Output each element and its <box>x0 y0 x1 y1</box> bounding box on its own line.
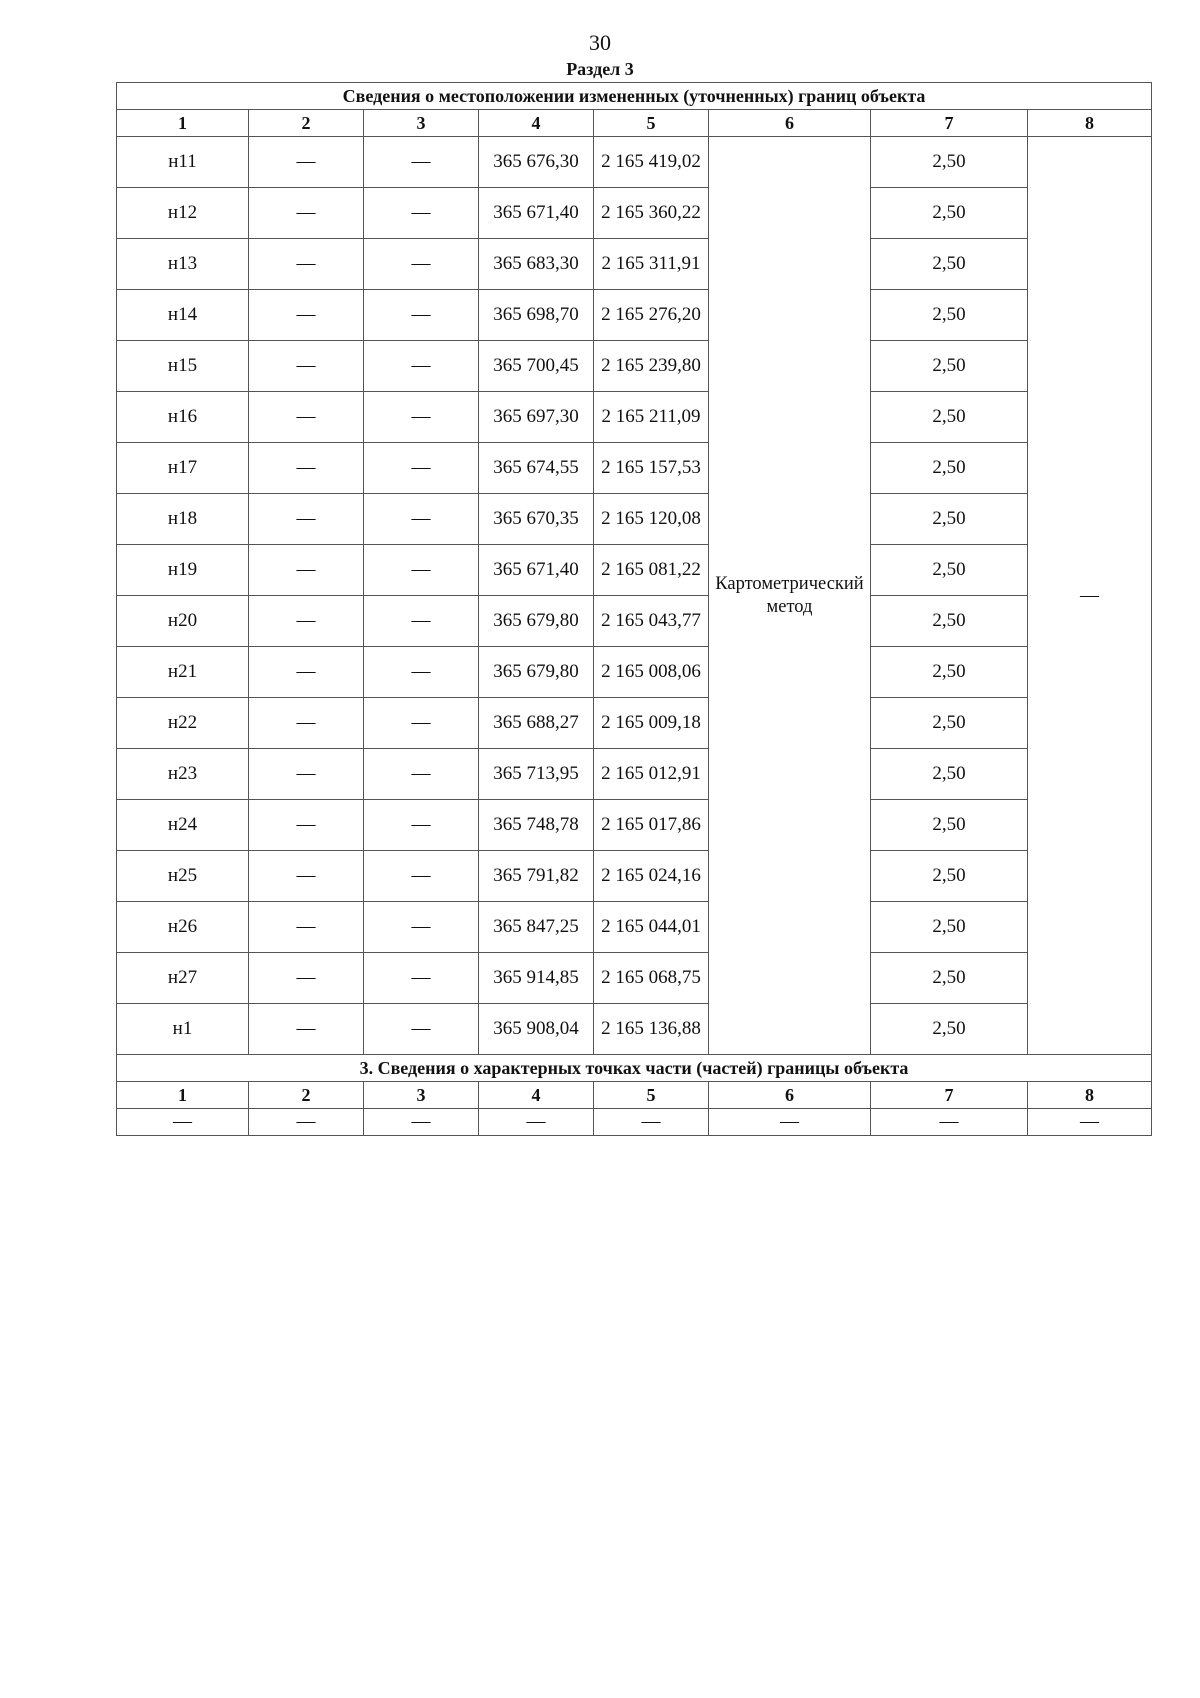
table1-col-number: 4 <box>479 110 594 137</box>
x-coordinate-cell: 365 791,82 <box>479 851 594 902</box>
table-row <box>117 647 1152 698</box>
table2-cell: — <box>1028 1109 1152 1136</box>
col3-cell: — <box>364 800 479 851</box>
accuracy-cell: 2,50 <box>871 851 1028 902</box>
accuracy-cell: 2,50 <box>871 392 1028 443</box>
y-coordinate-cell: 2 165 017,86 <box>594 800 709 851</box>
table2-col-number: 8 <box>1028 1082 1152 1109</box>
boundary-table <box>116 82 1152 1136</box>
accuracy-cell: 2,50 <box>871 698 1028 749</box>
x-coordinate-cell: 365 671,40 <box>479 188 594 239</box>
point-name-cell: н12 <box>117 188 249 239</box>
accuracy-cell: 2,50 <box>871 443 1028 494</box>
col2-cell: — <box>249 443 364 494</box>
accuracy-cell: 2,50 <box>871 596 1028 647</box>
point-name-cell: н22 <box>117 698 249 749</box>
x-coordinate-cell: 365 700,45 <box>479 341 594 392</box>
y-coordinate-cell: 2 165 311,91 <box>594 239 709 290</box>
table1-col-number: 3 <box>364 110 479 137</box>
point-name-cell: н24 <box>117 800 249 851</box>
x-coordinate-cell: 365 914,85 <box>479 953 594 1004</box>
accuracy-cell: 2,50 <box>871 953 1028 1004</box>
table-row <box>117 800 1152 851</box>
y-coordinate-cell: 2 165 419,02 <box>594 137 709 188</box>
col3-cell: — <box>364 290 479 341</box>
table1-column-numbers <box>117 110 1152 137</box>
x-coordinate-cell: 365 688,27 <box>479 698 594 749</box>
point-name-cell: н13 <box>117 239 249 290</box>
point-name-cell: н21 <box>117 647 249 698</box>
table-row <box>117 902 1152 953</box>
col3-cell: — <box>364 545 479 596</box>
col2-cell: — <box>249 341 364 392</box>
x-coordinate-cell: 365 670,35 <box>479 494 594 545</box>
col2-cell: — <box>249 800 364 851</box>
table2-cell: — <box>871 1109 1028 1136</box>
col3-cell: — <box>364 341 479 392</box>
table1-body <box>117 137 1152 1055</box>
x-coordinate-cell: 365 748,78 <box>479 800 594 851</box>
x-coordinate-cell: 365 679,80 <box>479 596 594 647</box>
table-row <box>117 341 1152 392</box>
col2-cell: — <box>249 902 364 953</box>
x-coordinate-cell: 365 697,30 <box>479 392 594 443</box>
point-name-cell: н19 <box>117 545 249 596</box>
table1-col-number: 7 <box>871 110 1028 137</box>
col3-cell: — <box>364 749 479 800</box>
col2-cell: — <box>249 188 364 239</box>
accuracy-cell: 2,50 <box>871 239 1028 290</box>
col2-cell: — <box>249 596 364 647</box>
col3-cell: — <box>364 647 479 698</box>
y-coordinate-cell: 2 165 009,18 <box>594 698 709 749</box>
table-row <box>117 494 1152 545</box>
table2-column-numbers <box>117 1082 1152 1109</box>
y-coordinate-cell: 2 165 081,22 <box>594 545 709 596</box>
y-coordinate-cell: 2 165 239,80 <box>594 341 709 392</box>
method-cell: Картометрический метод <box>709 137 871 1055</box>
col2-cell: — <box>249 392 364 443</box>
col3-cell: — <box>364 137 479 188</box>
col3-cell: — <box>364 443 479 494</box>
table2-col-number: 2 <box>249 1082 364 1109</box>
x-coordinate-cell: 365 676,30 <box>479 137 594 188</box>
col2-cell: — <box>249 494 364 545</box>
accuracy-cell: 2,50 <box>871 647 1028 698</box>
y-coordinate-cell: 2 165 211,09 <box>594 392 709 443</box>
y-coordinate-cell: 2 165 120,08 <box>594 494 709 545</box>
table2-row <box>117 1109 1152 1136</box>
point-name-cell: н15 <box>117 341 249 392</box>
point-name-cell: н27 <box>117 953 249 1004</box>
point-name-cell: н17 <box>117 443 249 494</box>
table1-col-number: 1 <box>117 110 249 137</box>
page-number: 30 <box>589 30 611 55</box>
table2-cell: — <box>364 1109 479 1136</box>
point-name-cell: н1 <box>117 1004 249 1055</box>
y-coordinate-cell: 2 165 044,01 <box>594 902 709 953</box>
table2-col-number: 5 <box>594 1082 709 1109</box>
accuracy-cell: 2,50 <box>871 902 1028 953</box>
accuracy-cell: 2,50 <box>871 749 1028 800</box>
x-coordinate-cell: 365 908,04 <box>479 1004 594 1055</box>
col3-cell: — <box>364 851 479 902</box>
x-coordinate-cell: 365 674,55 <box>479 443 594 494</box>
col2-cell: — <box>249 1004 364 1055</box>
col2-cell: — <box>249 290 364 341</box>
table-row <box>117 137 1152 188</box>
point-name-cell: н18 <box>117 494 249 545</box>
col2-cell: — <box>249 545 364 596</box>
y-coordinate-cell: 2 165 276,20 <box>594 290 709 341</box>
table-row <box>117 596 1152 647</box>
table-row <box>117 698 1152 749</box>
point-name-cell: н23 <box>117 749 249 800</box>
col3-cell: — <box>364 188 479 239</box>
point-name-cell: н25 <box>117 851 249 902</box>
table-row <box>117 392 1152 443</box>
table-row <box>117 749 1152 800</box>
col3-cell: — <box>364 392 479 443</box>
x-coordinate-cell: 365 683,30 <box>479 239 594 290</box>
col3-cell: — <box>364 596 479 647</box>
y-coordinate-cell: 2 165 136,88 <box>594 1004 709 1055</box>
accuracy-cell: 2,50 <box>871 545 1028 596</box>
accuracy-cell: 2,50 <box>871 137 1028 188</box>
col8-cell: — <box>1028 137 1152 1055</box>
y-coordinate-cell: 2 165 157,53 <box>594 443 709 494</box>
table-row <box>117 1004 1152 1055</box>
y-coordinate-cell: 2 165 043,77 <box>594 596 709 647</box>
point-name-cell: н26 <box>117 902 249 953</box>
col2-cell: — <box>249 749 364 800</box>
table1-col-number: 5 <box>594 110 709 137</box>
col3-cell: — <box>364 1004 479 1055</box>
x-coordinate-cell: 365 698,70 <box>479 290 594 341</box>
table2-col-number: 7 <box>871 1082 1028 1109</box>
col3-cell: — <box>364 698 479 749</box>
accuracy-cell: 2,50 <box>871 290 1028 341</box>
table-row <box>117 188 1152 239</box>
table2-col-number: 4 <box>479 1082 594 1109</box>
table1-col-number: 2 <box>249 110 364 137</box>
table-row <box>117 290 1152 341</box>
col2-cell: — <box>249 851 364 902</box>
point-name-cell: н20 <box>117 596 249 647</box>
table2-cell: — <box>594 1109 709 1136</box>
col2-cell: — <box>249 137 364 188</box>
y-coordinate-cell: 2 165 024,16 <box>594 851 709 902</box>
table2-cell: — <box>117 1109 249 1136</box>
col2-cell: — <box>249 953 364 1004</box>
x-coordinate-cell: 365 679,80 <box>479 647 594 698</box>
table2-title: 3. Сведения о характерных точках части (частей) границы объекта <box>117 1055 1152 1082</box>
x-coordinate-cell: 365 671,40 <box>479 545 594 596</box>
y-coordinate-cell: 2 165 008,06 <box>594 647 709 698</box>
col3-cell: — <box>364 239 479 290</box>
table-row <box>117 443 1152 494</box>
x-coordinate-cell: 365 847,25 <box>479 902 594 953</box>
table2-cell: — <box>249 1109 364 1136</box>
accuracy-cell: 2,50 <box>871 800 1028 851</box>
table2-cell: — <box>479 1109 594 1136</box>
accuracy-cell: 2,50 <box>871 494 1028 545</box>
x-coordinate-cell: 365 713,95 <box>479 749 594 800</box>
point-name-cell: н16 <box>117 392 249 443</box>
col3-cell: — <box>364 902 479 953</box>
table-row <box>117 545 1152 596</box>
y-coordinate-cell: 2 165 068,75 <box>594 953 709 1004</box>
accuracy-cell: 2,50 <box>871 1004 1028 1055</box>
table1-col-number: 6 <box>709 110 871 137</box>
table2-cell: — <box>709 1109 871 1136</box>
table2-col-number: 6 <box>709 1082 871 1109</box>
col3-cell: — <box>364 494 479 545</box>
point-name-cell: н14 <box>117 290 249 341</box>
table2-col-number: 3 <box>364 1082 479 1109</box>
table2-col-number: 1 <box>117 1082 249 1109</box>
col2-cell: — <box>249 698 364 749</box>
col3-cell: — <box>364 953 479 1004</box>
table-row <box>117 953 1152 1004</box>
table-row <box>117 239 1152 290</box>
table1-title: Сведения о местоположении измененных (уточненных) границ объекта <box>117 83 1152 110</box>
table1-col-number: 8 <box>1028 110 1152 137</box>
y-coordinate-cell: 2 165 012,91 <box>594 749 709 800</box>
col2-cell: — <box>249 239 364 290</box>
accuracy-cell: 2,50 <box>871 341 1028 392</box>
table-row <box>117 851 1152 902</box>
section-title: Раздел 3 <box>566 59 634 79</box>
point-name-cell: н11 <box>117 137 249 188</box>
col2-cell: — <box>249 647 364 698</box>
y-coordinate-cell: 2 165 360,22 <box>594 188 709 239</box>
accuracy-cell: 2,50 <box>871 188 1028 239</box>
